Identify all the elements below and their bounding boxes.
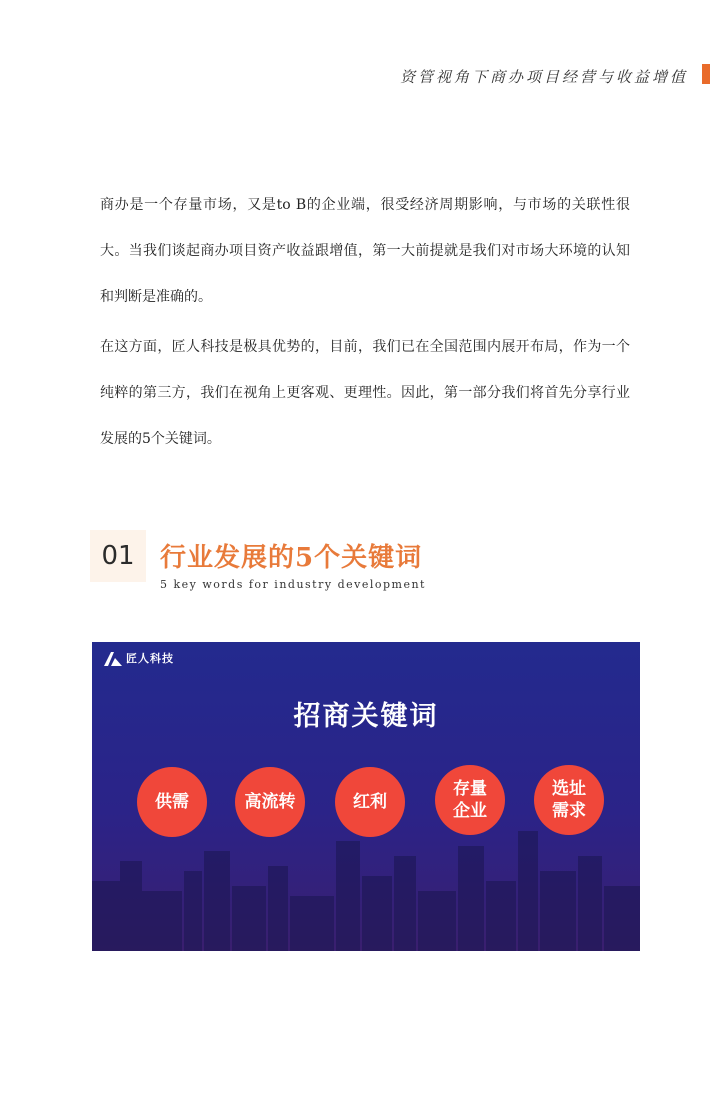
header-accent-bar xyxy=(702,64,710,84)
section-title: 行业发展的5个关键词 xyxy=(160,543,423,573)
keyword-circle-supply-demand: 供需 xyxy=(137,767,207,837)
section-number: 01 xyxy=(101,541,135,571)
logo-icon xyxy=(104,652,122,666)
body-paragraph-1: 商办是一个存量市场，又是to B的企业端，很受经济周期影响，与市场的关联性很大。当我们谈起商办项目资产收益跟增值，第一大前提就是我们对市场大环境的认知和判断是准确的。 xyxy=(100,197,630,305)
logo-text: 匠人科技 xyxy=(126,652,174,665)
banner-title: 招商关键词 xyxy=(293,701,439,732)
section-subtitle: 5 key words for industry development xyxy=(160,578,426,591)
keyword-circle-site-selection-demand: 选址 需求 xyxy=(534,765,604,835)
keyword-circle-existing-enterprises: 存量 企业 xyxy=(435,765,505,835)
running-header-title: 资管视角下商办项目经营与收益增值 xyxy=(399,68,688,86)
keyword-circle-high-turnover: 高流转 xyxy=(235,767,305,837)
body-paragraph-2: 在这方面，匠人科技是极具优势的，目前，我们已在全国范围内展开布局，作为一个纯粹的第三方，我们在视角上更客观、更理性。因此，第一部分我们将首先分享行业发展的5个关键词。 xyxy=(100,339,630,447)
keyword-circle-dividend: 红利 xyxy=(335,767,405,837)
keywords-banner-image xyxy=(92,642,640,951)
